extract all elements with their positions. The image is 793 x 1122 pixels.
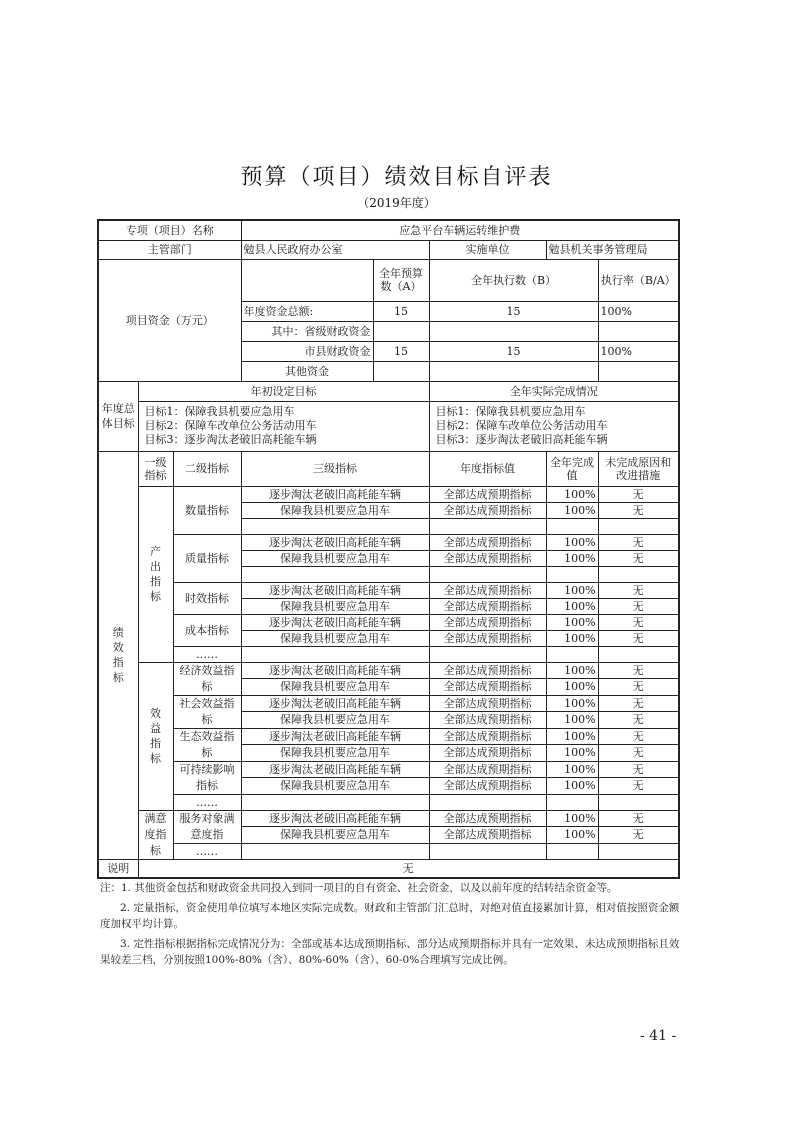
target: 全部达成预期指标: [429, 695, 546, 712]
col-rate: 执行率（B/A）: [598, 259, 679, 301]
department-row: [98, 240, 679, 259]
funding-row-name: 其他资金: [241, 361, 373, 381]
funding-row-exec: 15: [429, 301, 598, 321]
project-name-row: [98, 220, 679, 240]
l3: 逐步淘汰老破旧高耗能车辆: [241, 614, 429, 630]
group-quantity: 数量指标: [173, 486, 241, 534]
indicator-row: [98, 582, 679, 598]
indicator-row-ellipsis: [98, 646, 679, 662]
indicator-row: [98, 761, 679, 778]
l3: 保障我县机要应急用车: [241, 630, 429, 646]
target: 全部达成预期指标: [429, 550, 546, 566]
indicator-row: [98, 695, 679, 712]
l3: 逐步淘汰老破旧高耗能车辆: [241, 695, 429, 712]
page-number: - 41 -: [640, 1028, 677, 1044]
reason: 无: [598, 630, 679, 646]
l3: 逐步淘汰老破旧高耗能车辆: [241, 810, 429, 827]
project-name-value: 应急平台车辆运转维护费: [241, 220, 679, 240]
goals-actual: [429, 401, 679, 451]
funding-label: 项目资金（万元）: [98, 259, 241, 381]
funding-row-rate: 100%: [598, 301, 679, 321]
l3: 逐步淘汰老破旧高耗能车辆: [241, 582, 429, 598]
ellipsis: ……: [173, 794, 241, 810]
funding-row-budget: [373, 321, 429, 341]
target: 全部达成预期指标: [429, 827, 546, 844]
done: 100%: [546, 614, 598, 630]
reason: 无: [598, 550, 679, 566]
l3: 保障我县机要应急用车: [241, 745, 429, 762]
done: 100%: [546, 582, 598, 598]
l3: 保障我县机要应急用车: [241, 679, 429, 696]
indicator-row: [98, 486, 679, 502]
done: 100%: [546, 761, 598, 778]
done: 100%: [546, 662, 598, 679]
target: 全部达成预期指标: [429, 502, 546, 518]
ellipsis: ……: [173, 843, 241, 859]
done: 100%: [546, 679, 598, 696]
reason: 无: [598, 534, 679, 550]
done: 100%: [546, 728, 598, 745]
target: 全部达成预期指标: [429, 614, 546, 630]
l3: 逐步淘汰老破旧高耗能车辆: [241, 486, 429, 502]
funding-row-exec: [429, 321, 598, 341]
target: 全部达成预期指标: [429, 582, 546, 598]
col-l3: 三级指标: [241, 451, 429, 486]
reason: 无: [598, 582, 679, 598]
indicator-row: [98, 534, 679, 550]
indicators-header-row: [98, 451, 679, 486]
goals-header-row: [98, 381, 679, 401]
target: 全部达成预期指标: [429, 598, 546, 614]
target: 全部达成预期指标: [429, 778, 546, 795]
l3: 保障我县机要应急用车: [241, 550, 429, 566]
remarks-row: [98, 859, 679, 878]
indicator-row: [98, 728, 679, 745]
funding-header-row: [98, 259, 679, 301]
document-title: 预算（项目）绩效目标自评表: [240, 165, 553, 190]
funding-row-name: 其中：省级财政资金: [241, 321, 373, 341]
impl-label: 实施单位: [429, 240, 546, 259]
reason: 无: [598, 827, 679, 844]
funding-row-rate: [598, 321, 679, 341]
done: 100%: [546, 745, 598, 762]
target: 全部达成预期指标: [429, 534, 546, 550]
project-name-label: 专项（项目）名称: [98, 220, 241, 240]
reason: 无: [598, 810, 679, 827]
indicator-row: [98, 614, 679, 630]
group-service: 服务对象满意度指: [173, 810, 241, 843]
reason: 无: [598, 486, 679, 502]
indicator-row-ellipsis: [98, 794, 679, 810]
done: 100%: [546, 630, 598, 646]
reason: 无: [598, 695, 679, 712]
indicator-row: [98, 662, 679, 679]
group-economic: 经济效益指标: [173, 662, 241, 695]
note-2: 2. 定量指标，资金使用单位填写本地区实际完成数。财政和主管部门汇总时，对绝对值直接累加计算，相对值按照资金额度加权平均计算。: [100, 902, 680, 930]
col-reason: 未完成原因和改进措施: [598, 451, 679, 486]
reason: 无: [598, 712, 679, 729]
impl-value: 勉县机关事务管理局: [546, 240, 679, 259]
funding-row-name: 年度资金总额:: [241, 301, 373, 321]
note-1: 注：1. 其他资金包括和财政资金共同投入到同一项目的自有资金、社会资金，以及以前年度的结转结余资金等。: [100, 882, 618, 894]
goal-item: 目标2：保障车改单位公务活动用车: [435, 419, 608, 432]
funding-row-exec: 15: [429, 341, 598, 361]
remarks-label: 说明: [98, 859, 138, 878]
reason: 无: [598, 761, 679, 778]
goal-item: 目标3：逐步淘汰老破旧高耗能车辆: [435, 433, 608, 446]
target: 全部达成预期指标: [429, 810, 546, 827]
performance-table: [97, 219, 680, 879]
goal-item: 目标3：逐步淘汰老破旧高耗能车辆: [144, 433, 317, 446]
col-l1: 一级指标: [138, 451, 173, 486]
dept-value: 勉县人民政府办公室: [241, 240, 429, 259]
done: 100%: [546, 534, 598, 550]
indicator-row: [98, 810, 679, 827]
goals-content-row: [98, 401, 679, 451]
reason: 无: [598, 745, 679, 762]
reason: 无: [598, 679, 679, 696]
group-timeliness: 时效指标: [173, 582, 241, 614]
reason: 无: [598, 662, 679, 679]
group-ecological: 生态效益指标: [173, 728, 241, 761]
benefit-label: 效益指标: [138, 662, 173, 810]
l3: 逐步淘汰老破旧高耗能车辆: [241, 662, 429, 679]
dept-label: 主管部门: [98, 240, 241, 259]
reason: 无: [598, 614, 679, 630]
done: 100%: [546, 827, 598, 844]
document-year: （2019年度）: [357, 196, 436, 210]
target: 全部达成预期指标: [429, 712, 546, 729]
output-label: 产出指标: [138, 486, 173, 662]
l3: 保障我县机要应急用车: [241, 827, 429, 844]
done: 100%: [546, 712, 598, 729]
funding-row-budget: 15: [373, 301, 429, 321]
l3: 逐步淘汰老破旧高耗能车辆: [241, 761, 429, 778]
col-l2: 二级指标: [173, 451, 241, 486]
target: 全部达成预期指标: [429, 745, 546, 762]
done: 100%: [546, 778, 598, 795]
group-cost: 成本指标: [173, 614, 241, 646]
target: 全部达成预期指标: [429, 662, 546, 679]
ellipsis: ……: [173, 646, 241, 662]
funding-row-name: 市县财政资金: [241, 341, 373, 361]
satisfaction-label: 满意度指标: [138, 810, 173, 859]
reason: 无: [598, 778, 679, 795]
goal-item: 目标2：保障车改单位公务活动用车: [144, 419, 317, 432]
goals-label: 年度总体目标: [98, 381, 138, 451]
funding-row-rate: [598, 361, 679, 381]
l3: 保障我县机要应急用车: [241, 778, 429, 795]
group-social: 社会效益指标: [173, 695, 241, 728]
funding-blank: [241, 259, 373, 301]
goal-item: 目标1：保障我县机要应急用车: [144, 405, 295, 418]
reason: 无: [598, 728, 679, 745]
target: 全部达成预期指标: [429, 761, 546, 778]
target: 全部达成预期指标: [429, 679, 546, 696]
indicators-label: 绩效指标: [98, 451, 138, 859]
done: 100%: [546, 502, 598, 518]
funding-row-rate: 100%: [598, 341, 679, 361]
goal-item: 目标1：保障我县机要应急用车: [435, 405, 586, 418]
l3: 保障我县机要应急用车: [241, 712, 429, 729]
remarks-value: 无: [138, 859, 679, 878]
l3: 保障我县机要应急用车: [241, 598, 429, 614]
col-value: 年度指标值: [429, 451, 546, 486]
footnotes: [100, 880, 680, 972]
target: 全部达成预期指标: [429, 630, 546, 646]
l3: 保障我县机要应急用车: [241, 502, 429, 518]
done: 100%: [546, 598, 598, 614]
done: 100%: [546, 695, 598, 712]
done: 100%: [546, 810, 598, 827]
col-budget: 全年预算数（A）: [373, 259, 429, 301]
target: 全部达成预期指标: [429, 486, 546, 502]
reason: 无: [598, 598, 679, 614]
target: 全部达成预期指标: [429, 728, 546, 745]
done: 100%: [546, 486, 598, 502]
l3: 逐步淘汰老破旧高耗能车辆: [241, 728, 429, 745]
l3: 逐步淘汰老破旧高耗能车辆: [241, 534, 429, 550]
reason: 无: [598, 502, 679, 518]
col-exec: 全年执行数（B）: [429, 259, 598, 301]
group-quality: 质量指标: [173, 534, 241, 582]
indicator-row-ellipsis: [98, 843, 679, 859]
goals-set: [138, 401, 429, 451]
funding-row-exec: [429, 361, 598, 381]
funding-row-budget: [373, 361, 429, 381]
col-done: 全年完成值: [546, 451, 598, 486]
goals-set-label: 年初设定目标: [138, 381, 429, 401]
group-sustainable: 可持续影响指标: [173, 761, 241, 794]
done: 100%: [546, 550, 598, 566]
funding-row-budget: 15: [373, 341, 429, 361]
note-3: 3. 定性指标根据指标完成情况分为：全部或基本达成预期指标、部分达成预期指标并具有一定效果、未达成预期指标且效果较差三档，分别按照100%-80%（含）、80%-60%（含）、60-0%合理填写完成比例。: [100, 938, 680, 966]
goals-actual-label: 全年实际完成情况: [429, 381, 679, 401]
